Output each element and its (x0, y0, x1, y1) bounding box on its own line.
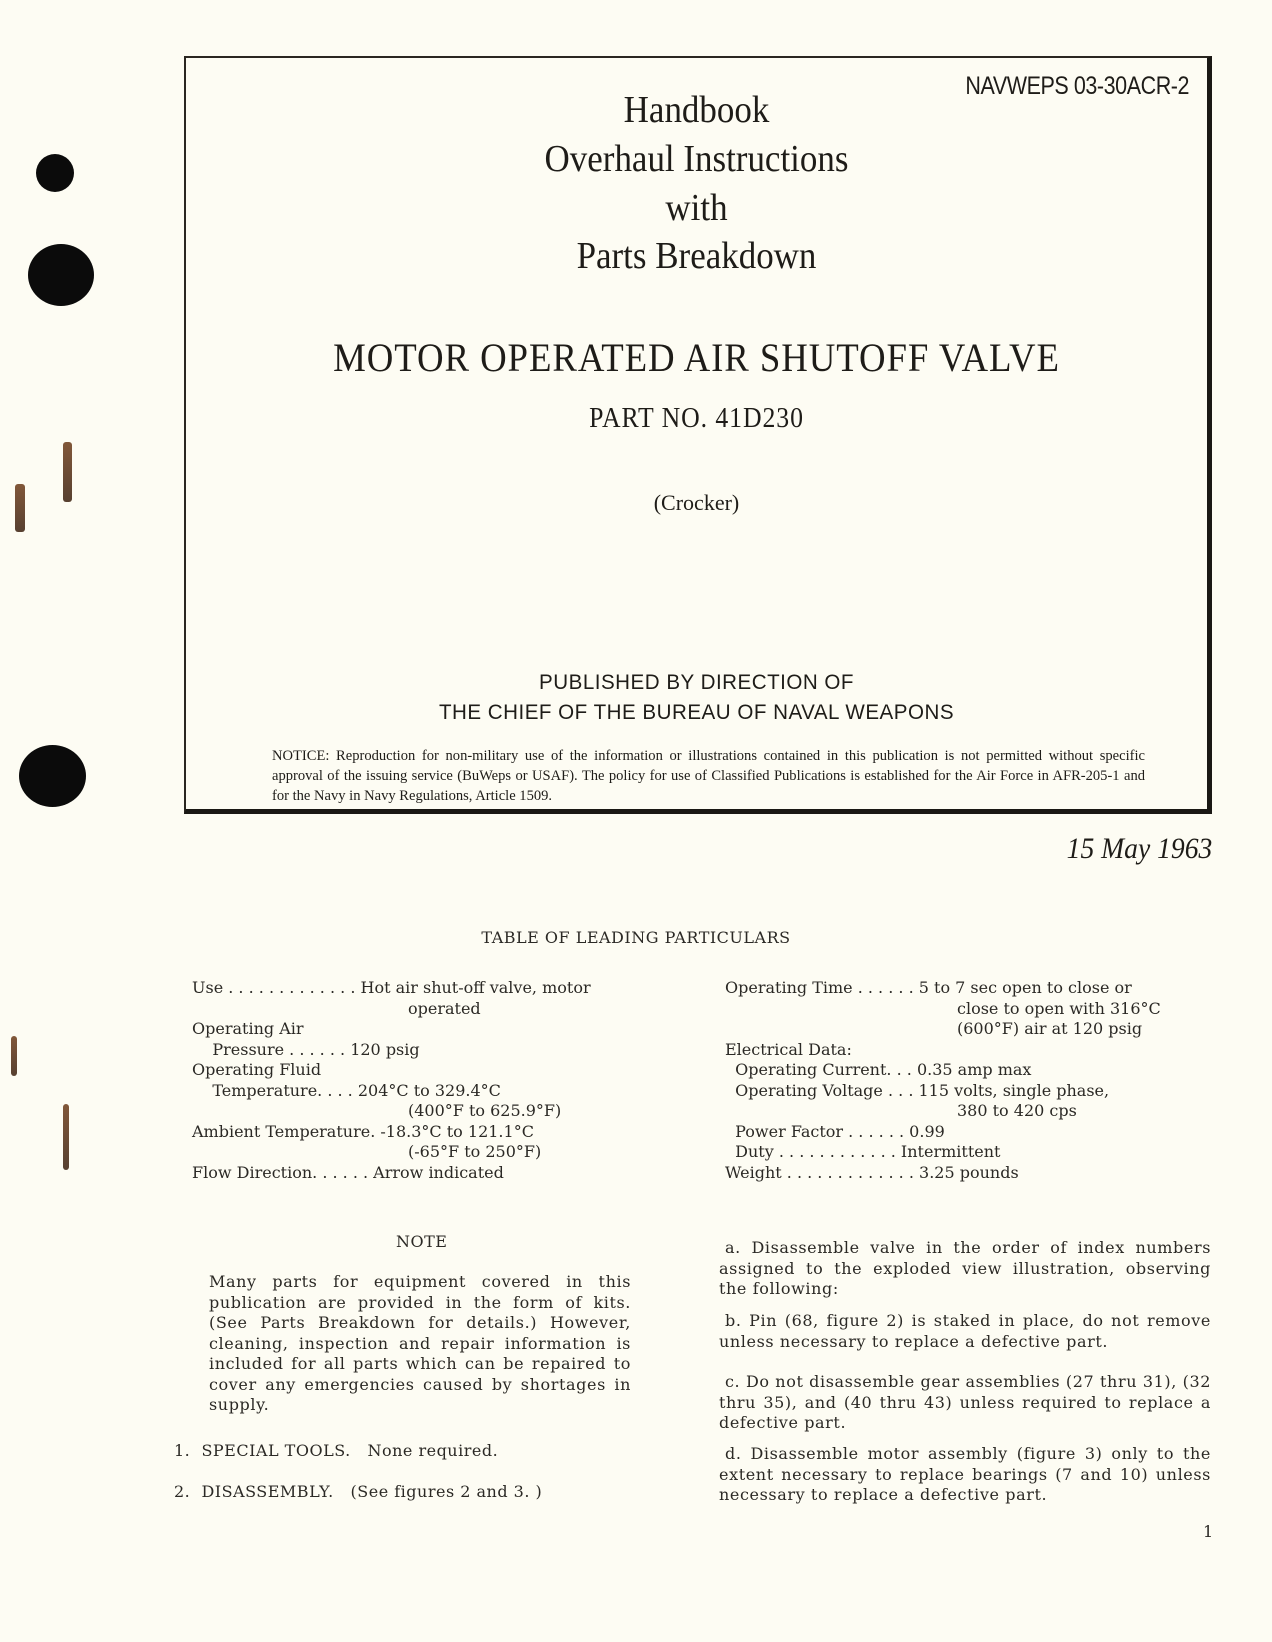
publication-date: 15 May 1963 (1066, 832, 1212, 865)
particular-row: Operating Voltage . . . 115 volts, single phase, (725, 1080, 1110, 1100)
burn-mark (63, 1104, 69, 1170)
particular-row: Operating Fluid (192, 1060, 322, 1079)
particular-row: close to open with 316°C (957, 998, 1161, 1018)
particular-row: Flow Direction. . . . . . Arrow indicated (192, 1162, 504, 1182)
particular-row: Electrical Data: (725, 1039, 852, 1059)
section-special-tools: 1. SPECIAL TOOLS. None required. (174, 1441, 499, 1460)
published-by-line-2: THE CHIEF OF THE BUREAU OF NAVAL WEAPONS (438, 701, 955, 724)
disassembly-step-b: b. Pin (68, figure 2) is staked in place, do not remove unless necessary to replace a defective part. (719, 1311, 1211, 1351)
particular-row: Operating Current. . . 0.35 amp max (725, 1060, 1032, 1079)
title-line-handbook: Handbook (623, 89, 770, 131)
particular-row: Temperature. . . . 204°C to 329.4°C (192, 1080, 501, 1100)
document-number: NAVWEPS 03-30ACR-2 (965, 72, 1189, 100)
notice-text: NOTICE: Reproduction for non-military use of the information or illustrations contained in this publication is not permitted without specific approval of the issuing service (BuWeps or USAF). The policy for use of Classified Publications is established for the Air Force in AFR-205-1 and for the Navy in Navy Regulations, Article 1509. (272, 748, 1145, 804)
subject-title: MOTOR OPERATED AIR SHUTOFF VALVE (333, 335, 1060, 380)
particular-row: (400°F to 625.9°F) (408, 1101, 562, 1120)
title-line-parts: Parts Breakdown (576, 235, 817, 277)
particular-row: Operating Time . . . . . . 5 to 7 sec open to close or (725, 978, 1132, 997)
burn-mark (11, 1036, 17, 1076)
particular-row: Pressure . . . . . . 120 psig (192, 1039, 420, 1059)
particulars-right-column (725, 978, 1161, 1183)
title-line-with: with (665, 187, 728, 229)
particular-row: Weight . . . . . . . . . . . . . 3.25 pounds (725, 1162, 1019, 1182)
page-number: 1 (1203, 1522, 1214, 1541)
particulars-left-column (192, 978, 591, 1183)
binder-hole-2 (28, 244, 94, 306)
part-number: PART NO. 41D230 (589, 403, 804, 434)
particular-row: Use . . . . . . . . . . . . . Hot air shut-off valve, motor (192, 978, 591, 997)
note-text: Many parts for equipment covered in this publication are provided in the form of kits. (See Parts Breakdown for details.) However, cleaning, inspection and repair information is included for all parts which can be repaired to cover any emergencies caused by shortages in supply. (209, 1272, 631, 1414)
particular-row: (600°F) air at 120 psig (957, 1019, 1143, 1038)
title-block (184, 56, 1212, 814)
published-by-line-1: PUBLISHED BY DIRECTION OF (539, 671, 854, 694)
disassembly-step-a: a. Disassemble valve in the order of index numbers assigned to the exploded view illustration, observing the following: (719, 1238, 1212, 1298)
leading-particulars-title: TABLE OF LEADING PARTICULARS (481, 928, 791, 947)
section-disassembly: 2. DISASSEMBLY. (See figures 2 and 3. ) (174, 1482, 543, 1501)
manufacturer: (Crocker) (653, 490, 740, 515)
particular-row: Duty . . . . . . . . . . . . Intermittent (725, 1142, 1001, 1161)
title-line-overhaul: Overhaul Instructions (544, 138, 849, 180)
particular-row: Ambient Temperature. -18.3°C to 121.1°C (192, 1121, 534, 1141)
particular-row: (-65°F to 250°F) (408, 1142, 542, 1161)
burn-mark (63, 442, 72, 502)
binder-hole-1 (36, 154, 74, 192)
binder-hole-3 (19, 745, 86, 807)
disassembly-step-c: c. Do not disassemble gear assemblies (27 thru 31), (32 thru 35), and (40 thru 43) unless required to replace a defective part. (719, 1372, 1211, 1432)
particular-row: operated (408, 998, 481, 1018)
disassembly-step-d: d. Disassemble motor assembly (figure 3) only to the extent necessary to replace bearings (7 and 10) unless necessary to replace a defective part. (719, 1444, 1211, 1504)
note-heading: NOTE (396, 1232, 448, 1251)
particular-row: 380 to 420 cps (957, 1101, 1077, 1120)
burn-mark (15, 484, 25, 532)
particular-row: Operating Air (192, 1019, 304, 1038)
particular-row: Power Factor . . . . . . 0.99 (725, 1121, 945, 1141)
